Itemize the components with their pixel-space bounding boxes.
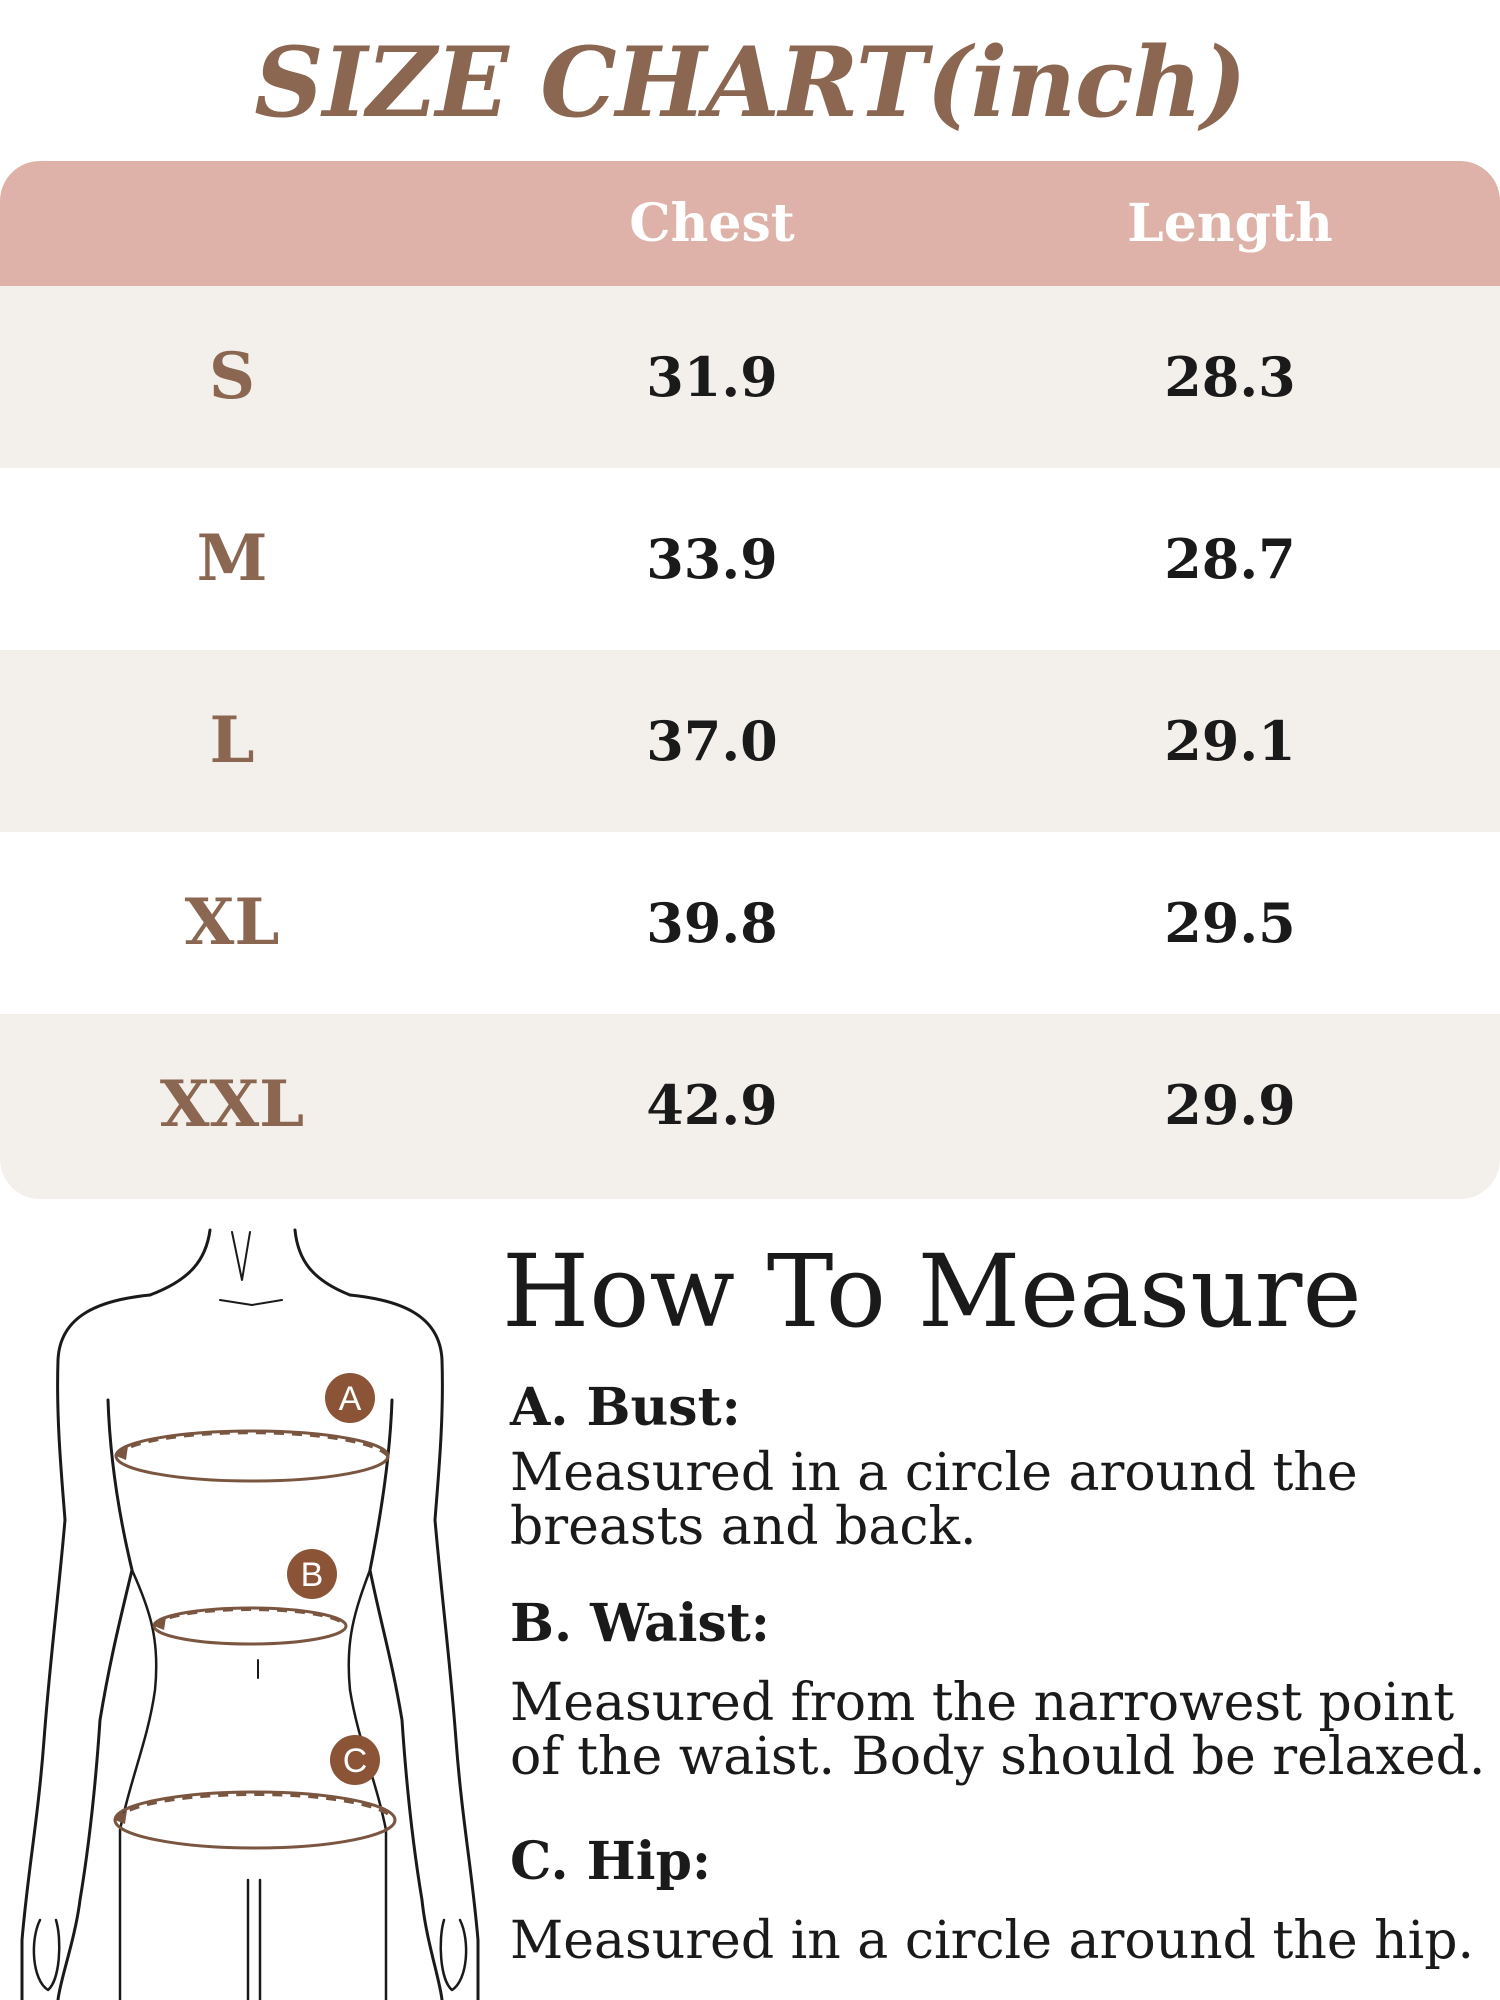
chest-cell: 37.0 [646,709,778,773]
length-cell: 28.7 [1164,527,1296,591]
header-chest: Chest [629,193,795,254]
chest-cell: 39.8 [646,891,778,955]
header-length: Length [1127,193,1333,254]
hip-description: Measured in a circle around the hip. [510,1911,1475,1971]
chest-cell: 33.9 [646,527,778,591]
table-row [0,468,1500,650]
neck-outline [150,1230,210,1295]
svg-text:B: B [300,1556,324,1594]
size-cell: L [209,703,255,778]
length-cell: 29.5 [1164,891,1296,955]
table-row [0,1014,1500,1199]
size-table [0,161,1500,1199]
marker-c-icon [330,1735,380,1785]
table-header [0,161,1500,286]
table-row [0,832,1500,1014]
size-cell: M [196,521,268,596]
length-cell: 28.3 [1164,345,1296,409]
table-row [0,286,1500,468]
svg-text:A: A [338,1380,362,1418]
waist-title: B. Waist: [510,1593,770,1654]
hip-title: C. Hip: [510,1831,712,1892]
body-outline-left [22,1295,150,2000]
waist-description: Measured from the narrowest point of the waist. Body should be relaxed. [510,1673,1486,1787]
bust-description: Measured in a circle around the breasts and back. [510,1443,1358,1557]
table-row [0,650,1500,832]
marker-a-icon [325,1373,375,1423]
size-cell: S [208,339,256,414]
chest-cell: 31.9 [646,345,778,409]
body-figure-illustration [20,1220,500,2000]
neck-outline [295,1230,350,1295]
svg-text:C: C [342,1742,368,1780]
chest-cell: 42.9 [646,1073,778,1137]
size-cell: XL [184,885,280,960]
length-cell: 29.9 [1164,1073,1296,1137]
hip-measure-ellipse [115,1792,395,1848]
how-to-measure-heading: How To Measure [502,1233,1362,1350]
length-cell: 29.1 [1164,709,1296,773]
page-title: SIZE CHART(inch) [254,26,1246,139]
bust-title: A. Bust: [510,1377,741,1438]
size-cell: XXL [159,1067,305,1142]
marker-b-icon [287,1549,337,1599]
